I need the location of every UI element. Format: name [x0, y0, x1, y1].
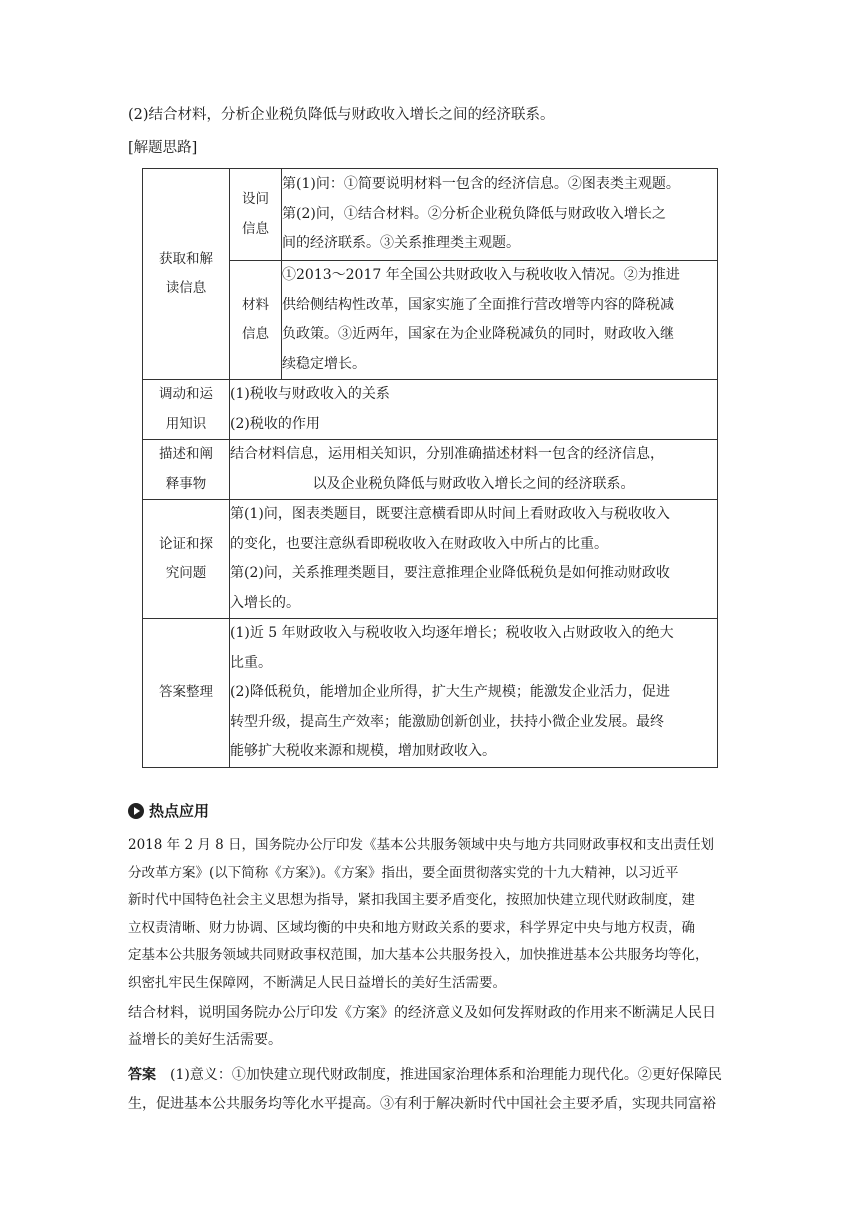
solution-table — [142, 168, 718, 768]
describe-content: 结合材料信息，运用相关知识，分别准确描述材料一包含的经济信息， 以及企业税负降低与财政收入增长之间的经济联系。 — [230, 440, 718, 500]
table-row-argue — [143, 500, 718, 619]
approach-label: [解题思路] — [128, 140, 198, 156]
question-2: (2)结合材料，分析企业税负降低与财政收入增长之间的经济联系。 — [128, 107, 555, 123]
material-info-label: 材料 信息 — [230, 261, 282, 380]
hot-title-text: 热点应用 — [149, 802, 210, 820]
argue-content: 第(1)问，图表类题目，既要注意横看即从时间上看财政收入与税收收入 的变化，也要注意纵看即税收收入在财政收入中所占的比重。 第(2)问，关系推理类题目，要注意推理企业降低税负是如何推动财政收 入增长的。 — [230, 500, 718, 619]
answer-block — [128, 1061, 735, 1119]
material-info-content: ①2013～2017 年全国公共财政收入与税收收入情况。②为推进 供给侧结构性改革，国家实施了全面推行营改增等内容的降税减 负政策。③近两年，国家在为企业降税减负的同时，财政收入继 续稳定增长。 — [282, 261, 718, 380]
play-icon — [128, 803, 144, 819]
table-row-material-info — [143, 261, 718, 380]
table-row-question-info — [143, 169, 718, 261]
argue-label: 论证和探 究问题 — [143, 500, 230, 619]
answer-line-1: (1)意义：①加快建立现代财政制度，推进国家治理体系和治理能力现代化。②更好保障民 — [170, 1067, 722, 1083]
table-row-answer-org — [143, 619, 718, 768]
answer-org-content: (1)近 5 年财政收入与税收收入均逐年增长；税收收入占财政收入的绝大 比重。 (2)降低税负，能增加企业所得，扩大生产规模；能激发企业活力，促进 转型升级，提高生产效率；能激励创新创业，扶持小微企业发展。最终 能够扩大税收来源和规模，增加财政收入。 — [230, 619, 718, 768]
info-label-cell: 获取和解 读信息 — [143, 169, 230, 380]
knowledge-content: (1)税收与财政收入的关系 (2)税收的作用 — [230, 380, 718, 440]
hot-paragraph: 2018 年 2 月 8 日，国务院办公厅印发《基本公共服务领域中央与地方共同财政事权和支出责任划 分改革方案》(以下简称《方案》)。《方案》指出，要全面贯彻落实党的十九大精神，以习近平 新时代中国特色社会主义思想为指导，紧扣我国主要矛盾变化，按照加快建立现代财政制度，建 立权责清晰、财力协调、区域均衡的中央和地方财政关系的要求，科学界定中央与地方权责，确 定基本公共服务领域共同财政事权范围，加大基本公共服务投入，加快推进基本公共服务均等化， 织密扎牢民生保障网，不断满足人民日益增长的美好生活需要。 — [128, 837, 714, 991]
hot-question: 结合材料，说明国务院办公厅印发《方案》的经济意义及如何发挥财政的作用来不断满足人民日 益增长的美好生活需要。 — [128, 1005, 716, 1048]
answer-org-label: 答案整理 — [143, 619, 230, 768]
hot-application-heading — [128, 800, 209, 821]
describe-label: 描述和阐 释事物 — [143, 440, 230, 500]
question-info-content: 第(1)问：①简要说明材料一包含的经济信息。②图表类主观题。 第(2)问，①结合材料。②分析企业税负降低与财政收入增长之 间的经济联系。③关系推理类主观题。 — [282, 169, 718, 261]
question-info-label: 设问 信息 — [230, 169, 282, 261]
knowledge-label: 调动和运 用知识 — [143, 380, 230, 440]
table-row-knowledge — [143, 380, 718, 440]
answer-label: 答案 — [128, 1067, 156, 1083]
answer-line-2: 生，促进基本公共服务均等化水平提高。③有利于解决新时代中国社会主要矛盾，实现共同富裕 — [128, 1096, 716, 1112]
table-row-describe — [143, 440, 718, 500]
